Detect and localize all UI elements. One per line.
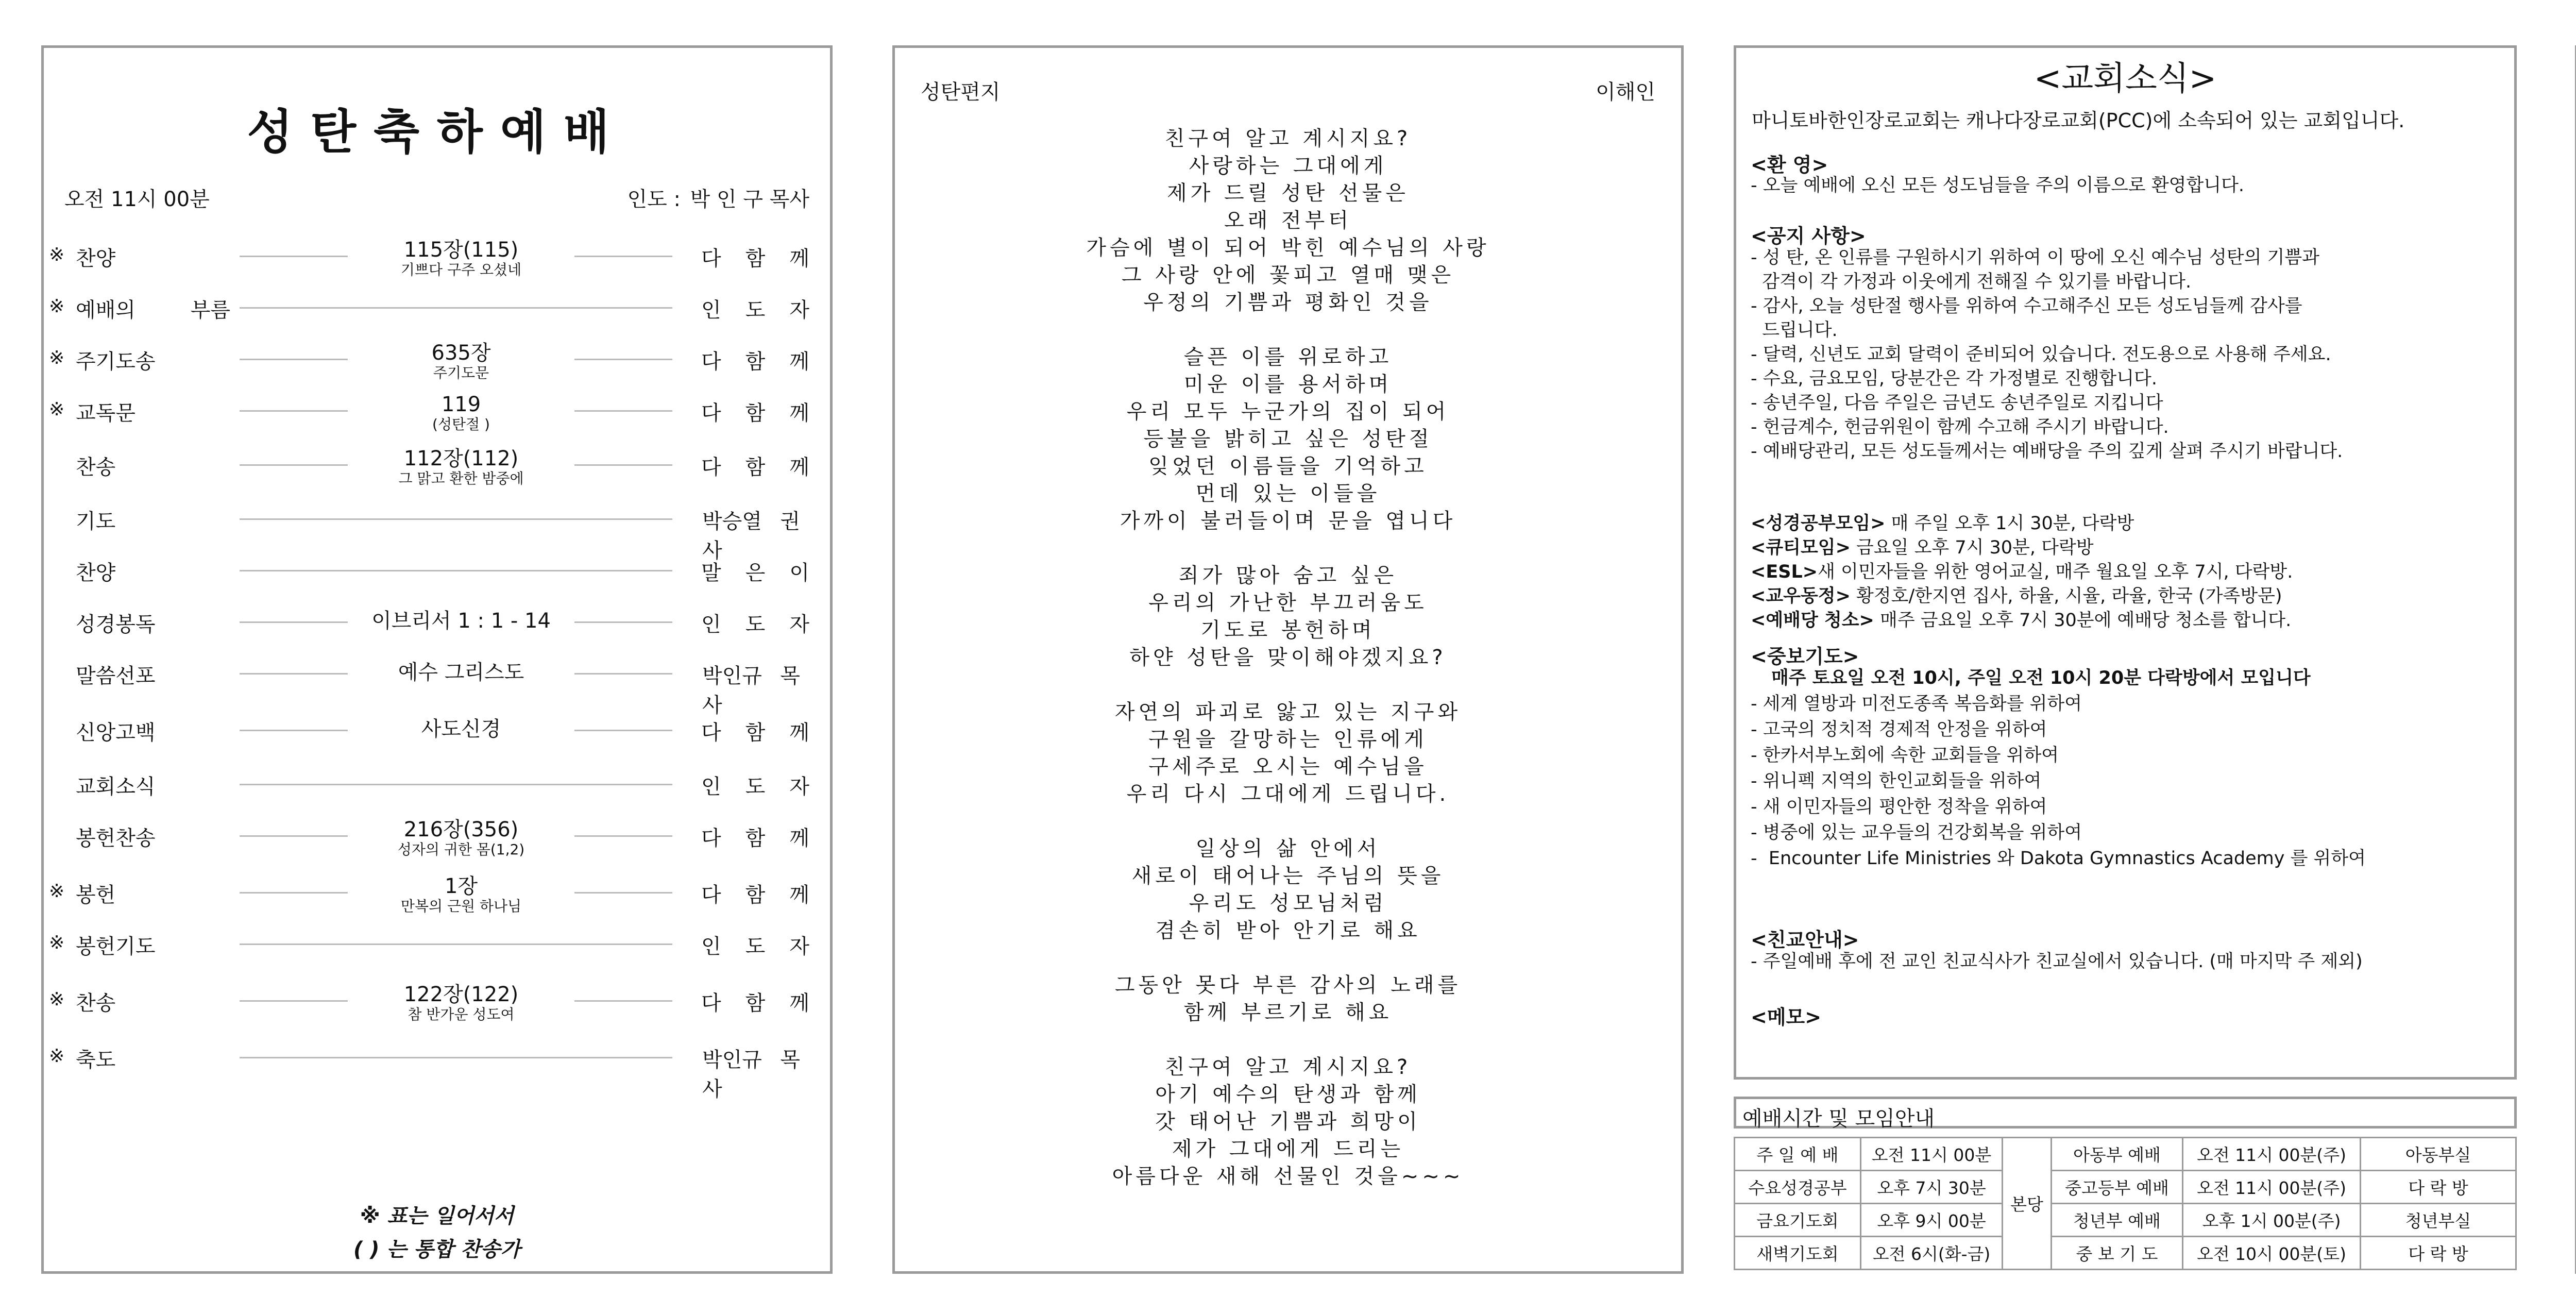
prayer-item: - 한카서부노회에 속한 교회들을 위하여 bbox=[1751, 745, 2059, 766]
schedule-row bbox=[1735, 1171, 2516, 1204]
letter-line bbox=[895, 1026, 1681, 1054]
schedule-right-name: 중고등부 예배 bbox=[2052, 1171, 2183, 1204]
order-item bbox=[44, 659, 830, 717]
schedule-title: 예배시간 및 모임안내 bbox=[1734, 1097, 2517, 1128]
notice-item: - 감사, 오늘 성탄절 행사를 위하여 수고해주신 모든 성도님들께 감사를 드립니다. bbox=[1751, 296, 2302, 341]
order-item-name: 봉헌기도 bbox=[76, 935, 156, 958]
leader-line bbox=[240, 835, 348, 837]
schedule-left-name: 금요기도회 bbox=[1735, 1204, 1861, 1237]
leader-line bbox=[240, 518, 672, 520]
order-item bbox=[44, 293, 830, 324]
order-of-service-panel bbox=[41, 45, 833, 1274]
leader-line bbox=[240, 730, 348, 731]
order-item-leader: 다 함 께 bbox=[701, 721, 809, 745]
order-item bbox=[44, 238, 830, 278]
order-item-leader: 박인규 목사 bbox=[702, 1048, 800, 1101]
letter-line: 우리 다시 그대에게 드립니다. bbox=[1126, 782, 1450, 806]
leader-line bbox=[574, 730, 672, 731]
group-item bbox=[1751, 609, 2291, 633]
order-item-leader: 인 도 자 bbox=[701, 775, 809, 799]
order-item-ref-main: 112장(112) bbox=[403, 447, 519, 470]
service-title: 성탄축하예배 bbox=[247, 105, 627, 160]
letter-line: 가까이 불러들이며 문을 엽니다 bbox=[1120, 509, 1456, 533]
schedule-row bbox=[1735, 1138, 2516, 1171]
leader-line bbox=[240, 1057, 672, 1058]
order-item-leader: 말 은 이 bbox=[701, 561, 809, 585]
christmas-letter-panel bbox=[892, 45, 1684, 1274]
leader-line bbox=[574, 621, 672, 623]
letter-line: 아기 예수의 탄생과 함께 bbox=[1155, 1083, 1421, 1106]
order-item-reference bbox=[353, 818, 569, 858]
order-item-ref-main: 216장(356) bbox=[403, 818, 519, 841]
letter-line: 사랑하는 그대에게 bbox=[1189, 154, 1387, 178]
notice-heading: <공지 사항> bbox=[1751, 225, 1866, 247]
order-item-ref-main: 635장 bbox=[431, 341, 491, 365]
order-item-name: 찬송 bbox=[76, 456, 116, 479]
order-item-name: 찬송 bbox=[76, 991, 116, 1015]
leader-label: 인도 : bbox=[627, 188, 681, 211]
schedule-right-time: 오전 11시 00분(주) bbox=[2183, 1138, 2361, 1171]
standing-mark: ※ bbox=[49, 881, 65, 902]
order-item-name: 예배의 부름 bbox=[76, 298, 230, 322]
order-item bbox=[44, 715, 830, 746]
welcome-text: - 오늘 예배에 오신 모든 성도님들을 주의 이름으로 환영합니다. bbox=[1751, 175, 2245, 196]
order-item-name: 주기도송 bbox=[76, 350, 156, 374]
order-item-leader: 박인규 목사 bbox=[702, 664, 800, 717]
schedule-right-time: 오전 11시 00분(주) bbox=[2183, 1171, 2361, 1204]
standing-mark: ※ bbox=[49, 989, 65, 1010]
letter-line: 자연의 파괴로 앓고 있는 지구와 bbox=[1114, 700, 1462, 724]
letter-line bbox=[895, 945, 1681, 972]
letter-line: 우리 모두 누군가의 집이 되어 bbox=[1126, 400, 1450, 424]
memo-heading: <메모> bbox=[1751, 1006, 1822, 1029]
group-item-title: <교우동정> bbox=[1751, 586, 1851, 607]
order-item bbox=[44, 447, 830, 487]
schedule-right-name: 청년부 예배 bbox=[2052, 1204, 2183, 1237]
group-item-text: 매주 금요일 오후 7시 30분에 예배당 청소를 합니다. bbox=[1874, 610, 2292, 631]
order-item-leader: 다 함 께 bbox=[701, 456, 809, 479]
letter-line: 제가 드릴 성탄 선물은 bbox=[1167, 181, 1409, 205]
order-item bbox=[44, 874, 830, 915]
schedule-right-time: 오후 1시 00분(주) bbox=[2183, 1204, 2361, 1237]
order-item-name: 신앙고백 bbox=[76, 721, 156, 745]
prayer-item: - 병중에 있는 교우들의 건강회복을 위하여 bbox=[1751, 822, 2082, 843]
legend-standing: ※ 표는 일어서서 bbox=[360, 1204, 514, 1228]
prayer-item: - 새 이민자들의 평안한 정착을 위하여 bbox=[1751, 797, 2047, 817]
letter-line: 우리의 가난한 부끄러움도 bbox=[1148, 591, 1428, 615]
standing-mark: ※ bbox=[49, 244, 65, 265]
schedule-right-name: 중 보 기 도 bbox=[2052, 1237, 2183, 1270]
leader-line bbox=[240, 673, 348, 675]
schedule-left-time: 오후 7시 30분 bbox=[1861, 1171, 2003, 1204]
letter-author: 이해인 bbox=[1596, 80, 1655, 104]
letter-line: 구원을 갈망하는 인류에게 bbox=[1148, 728, 1428, 751]
order-item-leader: 다 함 께 bbox=[701, 401, 809, 425]
order-item-ref-sub: 기쁘다 구주 오셨네 bbox=[400, 261, 522, 278]
order-item-leader: 인 도 자 bbox=[701, 298, 809, 322]
order-item bbox=[44, 1042, 830, 1101]
order-item-name: 기도 bbox=[76, 510, 116, 533]
letter-line: 갓 태어난 기쁨과 희망이 bbox=[1155, 1110, 1421, 1134]
schedule-place: 본당 bbox=[2003, 1138, 2052, 1270]
prayer-heading: <중보기도> bbox=[1751, 645, 1859, 668]
order-item-reference bbox=[353, 661, 569, 684]
leader-line bbox=[240, 570, 672, 571]
letter-line: 가슴에 별이 되어 박힌 예수님의 사랑 bbox=[1086, 236, 1490, 260]
schedule-row bbox=[1735, 1204, 2516, 1237]
order-item-leader: 다 함 께 bbox=[701, 991, 809, 1015]
order-item-ref-sub: 만복의 근원 하나님 bbox=[400, 898, 522, 915]
letter-line: 미운 이를 용서하며 bbox=[1183, 373, 1393, 396]
schedule-left-time: 오후 9시 00분 bbox=[1861, 1204, 2003, 1237]
order-item-name: 교독문 bbox=[76, 401, 135, 425]
order-item-ref-sub: 성자의 귀한 몸(1,2) bbox=[397, 841, 525, 858]
group-item-text: 황정호/한지연 집사, 하율, 시율, 라율, 한국 (가족방문) bbox=[1850, 586, 2282, 607]
order-item-reference bbox=[353, 874, 569, 915]
notice-item: - 헌금계수, 헌금위원이 함께 수고해 주시기 바랍니다. bbox=[1751, 417, 2169, 437]
order-item-reference bbox=[353, 447, 569, 487]
leader-name: 박 인 구 목사 bbox=[690, 188, 809, 211]
order-item-name: 봉헌 bbox=[76, 883, 116, 907]
group-item-text: 새 이민자들을 위한 영어교실, 매주 월요일 오후 7시, 다락방. bbox=[1818, 562, 2293, 582]
letter-line: 우정의 기쁨과 평화인 것을 bbox=[1143, 291, 1433, 314]
letter-line bbox=[895, 671, 1681, 699]
order-item-name: 성경봉독 bbox=[76, 613, 156, 636]
leader-line bbox=[240, 621, 348, 623]
legend-hymnal: ( ) 는 통합 찬송가 bbox=[353, 1238, 521, 1261]
schedule-right-time: 오전 10시 00분(토) bbox=[2183, 1237, 2361, 1270]
letter-line: 죄가 많아 숨고 싶은 bbox=[1178, 564, 1398, 587]
leader-line bbox=[240, 784, 672, 785]
letter-line: 등불을 밝히고 싶은 성탄절 bbox=[1143, 427, 1433, 451]
letter-line: 슬픈 이를 위로하고 bbox=[1183, 345, 1393, 369]
schedule-right-place: 청년부실 bbox=[2361, 1204, 2516, 1237]
group-item bbox=[1751, 584, 2282, 609]
order-item-reference bbox=[353, 717, 569, 741]
schedule-table bbox=[1734, 1137, 2517, 1270]
letter-line: 하얀 성탄을 맞이해야겠지요? bbox=[1129, 646, 1447, 669]
letter-line: 그 사랑 안에 꽃피고 열매 맺은 bbox=[1121, 263, 1455, 287]
order-item-reference bbox=[353, 609, 569, 633]
standing-mark: ※ bbox=[49, 932, 65, 953]
schedule-right-name: 아동부 예배 bbox=[2052, 1138, 2183, 1171]
church-news-panel bbox=[1734, 45, 2517, 1274]
group-item bbox=[1751, 536, 2094, 560]
fellowship-text: - 주일예배 후에 전 교인 친교식사가 친교실에서 있습니다. (매 마지막 주 제외) bbox=[1751, 951, 2363, 972]
order-item-ref-sub: 참 반가운 성도여 bbox=[408, 1006, 515, 1023]
news-intro: 마니토바한인장로교회는 캐나다장로교회(PCC)에 소속되어 있는 교회입니다. bbox=[1752, 109, 2405, 132]
leader-line bbox=[240, 410, 348, 412]
schedule-left-name: 새벽기도회 bbox=[1735, 1237, 1861, 1270]
order-item-reference bbox=[353, 393, 569, 433]
leader-line bbox=[574, 256, 672, 257]
prayer-item: - 세계 열방과 미전도종족 복음화를 위하여 bbox=[1751, 694, 2082, 714]
fellowship-heading: <친교안내> bbox=[1751, 929, 1859, 951]
order-item-ref-sub: 주기도문 bbox=[433, 364, 489, 381]
schedule-left-name: 수요성경공부 bbox=[1735, 1171, 1861, 1204]
letter-title: 성탄편지 bbox=[921, 80, 1001, 104]
letter-line: 친구여 알고 계시지요? bbox=[1164, 127, 1412, 150]
schedule-left-name: 주 일 예 배 bbox=[1735, 1138, 1861, 1171]
letter-line: 구세주로 오시는 예수님을 bbox=[1148, 755, 1428, 779]
notice-item: - 성 탄, 온 인류를 구원하시기 위하여 이 땅에 오신 예수님 성탄의 기쁨과 감격이 각 가정과 이웃에게 전해질 수 있기를 바랍니다. bbox=[1751, 247, 2319, 292]
letter-line: 아름다운 새해 선물인 것을~~~ bbox=[1112, 1165, 1464, 1188]
order-item-leader: 다 함 께 bbox=[701, 247, 809, 271]
order-item-ref-main: 예수 그리스도 bbox=[398, 661, 524, 684]
leader-line bbox=[574, 1000, 672, 1002]
order-item-leader: 박승열 권사 bbox=[702, 510, 800, 563]
order-item-ref-main: 122장(122) bbox=[403, 983, 519, 1006]
letter-line: 기도로 봉헌하며 bbox=[1200, 618, 1376, 642]
order-item-name: 찬양 bbox=[76, 561, 116, 585]
prayer-item: - 고국의 정치적 경제적 안정을 위하여 bbox=[1751, 719, 2047, 740]
order-item-leader: 다 함 께 bbox=[701, 883, 809, 907]
leader-line bbox=[574, 892, 672, 894]
leader-line bbox=[240, 892, 348, 894]
order-item bbox=[44, 929, 830, 960]
standing-mark: ※ bbox=[49, 1046, 65, 1067]
schedule-row bbox=[1735, 1237, 2516, 1270]
letter-line: 함께 부르기로 해요 bbox=[1183, 1001, 1393, 1024]
order-item-name: 말씀선포 bbox=[76, 664, 156, 688]
order-item bbox=[44, 983, 830, 1023]
leader-line bbox=[240, 1000, 348, 1002]
order-item bbox=[44, 341, 830, 381]
order-item-name: 봉헌찬송 bbox=[76, 827, 156, 850]
leader-line bbox=[574, 673, 672, 675]
order-item-ref-sub: 그 맑고 환한 밤중에 bbox=[398, 470, 524, 487]
schedule-left-time: 오전 11시 00분 bbox=[1861, 1138, 2003, 1171]
service-time: 오전 11시 00분 bbox=[64, 188, 210, 211]
standing-mark: ※ bbox=[49, 399, 65, 420]
notice-item: - 수요, 금요모임, 당분간은 각 가정별로 진행합니다. bbox=[1751, 368, 2157, 389]
order-item-name: 축도 bbox=[76, 1048, 116, 1072]
schedule-right-place: 다 락 방 bbox=[2361, 1171, 2516, 1204]
order-item bbox=[44, 607, 830, 638]
group-item-text: 금요일 오후 7시 30분, 다락방 bbox=[1850, 537, 2094, 558]
order-item-leader: 다 함 께 bbox=[701, 350, 809, 374]
letter-line bbox=[895, 808, 1681, 835]
group-item-title: <예배당 청소> bbox=[1751, 610, 1874, 631]
leader-line bbox=[240, 944, 672, 945]
order-item-ref-main: 사도신경 bbox=[421, 717, 501, 741]
letter-line: 새로이 태어나는 주님의 뜻을 bbox=[1131, 864, 1445, 888]
leader-line bbox=[240, 464, 348, 466]
letter-line bbox=[895, 535, 1681, 562]
order-item bbox=[44, 769, 830, 800]
order-item-name: 찬양 bbox=[76, 247, 116, 271]
letter-line: 오래 전부터 bbox=[1224, 209, 1352, 232]
group-item-title: <큐티모임> bbox=[1751, 537, 1851, 558]
leader-line bbox=[240, 307, 672, 309]
group-item bbox=[1751, 560, 2293, 584]
order-item-leader: 인 도 자 bbox=[701, 613, 809, 636]
news-box bbox=[1734, 45, 2517, 1080]
order-item bbox=[44, 818, 830, 858]
notice-item: - 달력, 신년도 교회 달력이 준비되어 있습니다. 전도용으로 사용해 주세요. bbox=[1751, 344, 2331, 365]
leader-line bbox=[574, 410, 672, 412]
welcome-heading: <환 영> bbox=[1751, 154, 1828, 176]
letter-line: 일상의 삶 안에서 bbox=[1195, 837, 1381, 861]
letter-line: 친구여 알고 계시지요? bbox=[1164, 1055, 1412, 1079]
standing-mark: ※ bbox=[49, 347, 65, 368]
order-item-ref-main: 119 bbox=[441, 393, 481, 416]
group-item-title: <ESL> bbox=[1751, 562, 1818, 582]
notice-item: - 송년주일, 다음 주일은 금년도 송년주일로 지킵니다 bbox=[1751, 393, 2163, 413]
letter-line: 먼데 있는 이들을 bbox=[1195, 482, 1381, 506]
leader-line bbox=[574, 464, 672, 466]
order-item-reference bbox=[353, 341, 569, 381]
order-item-ref-main: 이브리서 1 : 1 - 14 bbox=[371, 609, 551, 633]
letter-line: 제가 그대에게 드리는 bbox=[1172, 1137, 1404, 1161]
letter-line: 그동안 못다 부른 감사의 노래를 bbox=[1114, 973, 1462, 997]
letter-line: 잊었던 이름들을 기억하고 bbox=[1148, 454, 1428, 478]
prayer-item: - 위니펙 지역의 한인교회들을 위하여 bbox=[1751, 771, 2042, 791]
order-item bbox=[44, 393, 830, 433]
news-title: <교회소식> bbox=[2033, 60, 2217, 98]
order-item-reference bbox=[353, 983, 569, 1023]
letter-line: 우리도 성모님처럼 bbox=[1189, 891, 1387, 915]
prayer-time: 매주 토요일 오전 10시, 주일 오전 10시 20분 다락방에서 모입니다 bbox=[1771, 668, 2311, 688]
order-item bbox=[44, 504, 830, 563]
order-item-ref-sub: (성탄절 ) bbox=[432, 416, 490, 433]
order-item-leader: 인 도 자 bbox=[701, 935, 809, 958]
letter-line bbox=[895, 316, 1681, 344]
leader-line bbox=[240, 359, 348, 360]
letter-line: 겸손히 받아 안기로 해요 bbox=[1155, 919, 1421, 942]
order-item-leader: 다 함 께 bbox=[701, 827, 809, 850]
letter-body bbox=[895, 125, 1681, 1190]
schedule-right-place: 아동부실 bbox=[2361, 1138, 2516, 1171]
order-item-ref-main: 115장(115) bbox=[403, 238, 519, 262]
order-item-reference bbox=[353, 238, 569, 278]
group-item bbox=[1751, 512, 2134, 536]
order-item-ref-main: 1장 bbox=[444, 874, 478, 898]
order-item bbox=[44, 555, 830, 586]
standing-mark: ※ bbox=[49, 296, 65, 317]
order-item-name: 교회소식 bbox=[76, 775, 156, 799]
leader-line bbox=[240, 256, 348, 257]
leader-line bbox=[574, 359, 672, 360]
notice-item: - 예배당관리, 모든 성도들께서는 예배당을 주의 깊게 살펴 주시기 바랍니다. bbox=[1751, 441, 2343, 462]
leader-line bbox=[574, 835, 672, 837]
group-item-text: 매 주일 오후 1시 30분, 다락방 bbox=[1885, 513, 2134, 534]
prayer-item: - Encounter Life Ministries 와 Dakota Gymnastics Academy 를 위하여 bbox=[1751, 848, 2366, 869]
schedule-left-time: 오전 6시(화-금) bbox=[1861, 1237, 2003, 1270]
group-item-title: <성경공부모임> bbox=[1751, 513, 1886, 534]
schedule-right-place: 다 락 방 bbox=[2361, 1237, 2516, 1270]
